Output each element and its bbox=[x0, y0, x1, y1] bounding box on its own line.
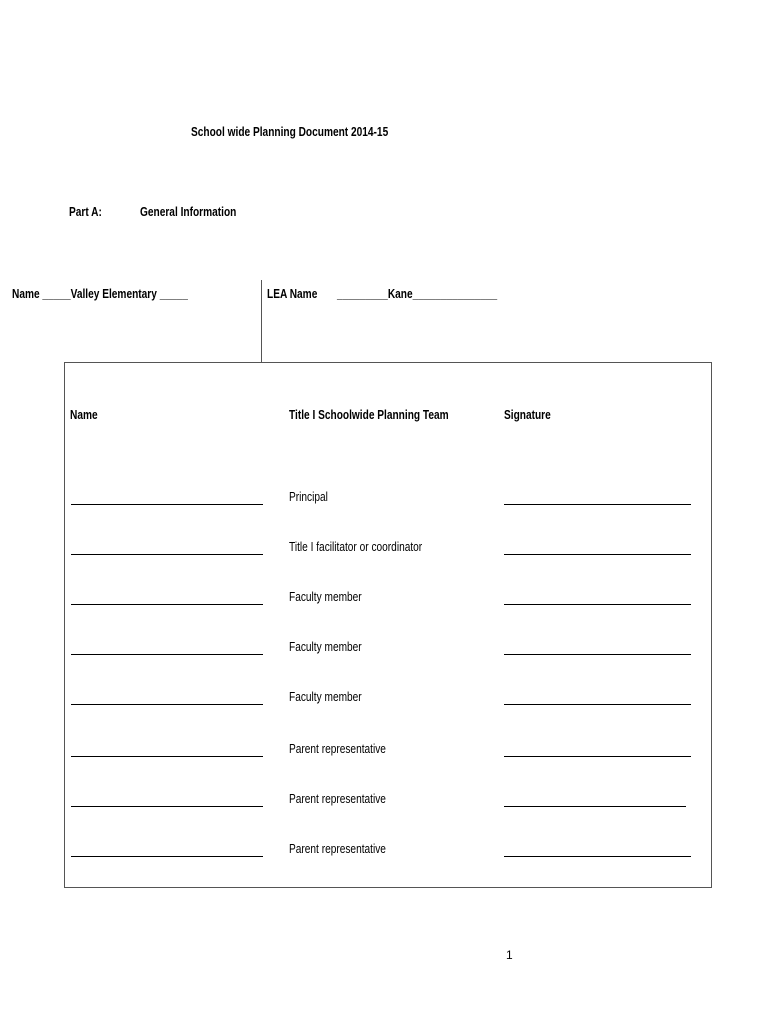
role-text: Principal bbox=[289, 489, 328, 504]
part-title bbox=[140, 204, 264, 219]
document-title-text: School wide Planning Document 2014-15 bbox=[191, 124, 389, 139]
role-text: Faculty member bbox=[289, 639, 362, 654]
signature-blank-line[interactable] bbox=[504, 856, 691, 857]
name-blank-line[interactable] bbox=[71, 504, 263, 505]
name-blank-line[interactable] bbox=[71, 554, 263, 555]
column-header-name-text: Name bbox=[70, 407, 98, 422]
column-header-title-text: Title I Schoolwide Planning Team bbox=[289, 407, 449, 422]
role-text: Faculty member bbox=[289, 589, 362, 604]
planning-team-table bbox=[64, 362, 712, 888]
part-label bbox=[69, 204, 111, 219]
part-title-text: General Information bbox=[140, 204, 237, 219]
column-header-signature-text: Signature bbox=[504, 407, 551, 422]
table-row bbox=[65, 841, 711, 861]
vertical-divider bbox=[261, 280, 262, 362]
table-row bbox=[65, 689, 711, 709]
role-label bbox=[289, 841, 413, 856]
signature-blank-line[interactable] bbox=[504, 604, 691, 605]
role-label bbox=[289, 741, 413, 756]
column-header-name bbox=[70, 407, 105, 422]
table-row bbox=[65, 791, 711, 811]
column-header-title bbox=[289, 407, 494, 422]
column-header-signature bbox=[504, 407, 564, 422]
name-blank-line[interactable] bbox=[71, 806, 263, 807]
table-row bbox=[65, 741, 711, 761]
page-number: 1 bbox=[506, 948, 513, 962]
name-blank-line[interactable] bbox=[71, 756, 263, 757]
role-label bbox=[289, 639, 382, 654]
name-blank-line[interactable] bbox=[71, 654, 263, 655]
signature-blank-line[interactable] bbox=[504, 756, 691, 757]
lea-name-field bbox=[267, 286, 562, 301]
table-row bbox=[65, 489, 711, 509]
signature-blank-line[interactable] bbox=[504, 806, 686, 807]
name-blank-line[interactable] bbox=[71, 704, 263, 705]
lea-name-text: LEA Name _________Kane_______________ bbox=[267, 286, 498, 301]
role-label bbox=[289, 689, 382, 704]
name-blank-line[interactable] bbox=[71, 604, 263, 605]
role-label bbox=[289, 589, 382, 604]
school-name-field bbox=[12, 286, 238, 301]
school-name-text: Name _____Valley Elementary _____ bbox=[12, 286, 188, 301]
document-title bbox=[191, 124, 444, 139]
role-text: Parent representative bbox=[289, 841, 386, 856]
role-text: Parent representative bbox=[289, 791, 386, 806]
role-text: Parent representative bbox=[289, 741, 386, 756]
signature-blank-line[interactable] bbox=[504, 654, 691, 655]
signature-blank-line[interactable] bbox=[504, 504, 691, 505]
role-label bbox=[289, 791, 413, 806]
role-label bbox=[289, 539, 460, 554]
part-label-text: Part A: bbox=[69, 204, 102, 219]
signature-blank-line[interactable] bbox=[504, 704, 691, 705]
name-blank-line[interactable] bbox=[71, 856, 263, 857]
table-row bbox=[65, 539, 711, 559]
role-label bbox=[289, 489, 339, 504]
role-text: Title I facilitator or coordinator bbox=[289, 539, 423, 554]
signature-blank-line[interactable] bbox=[504, 554, 691, 555]
table-row bbox=[65, 589, 711, 609]
table-row bbox=[65, 639, 711, 659]
role-text: Faculty member bbox=[289, 689, 362, 704]
